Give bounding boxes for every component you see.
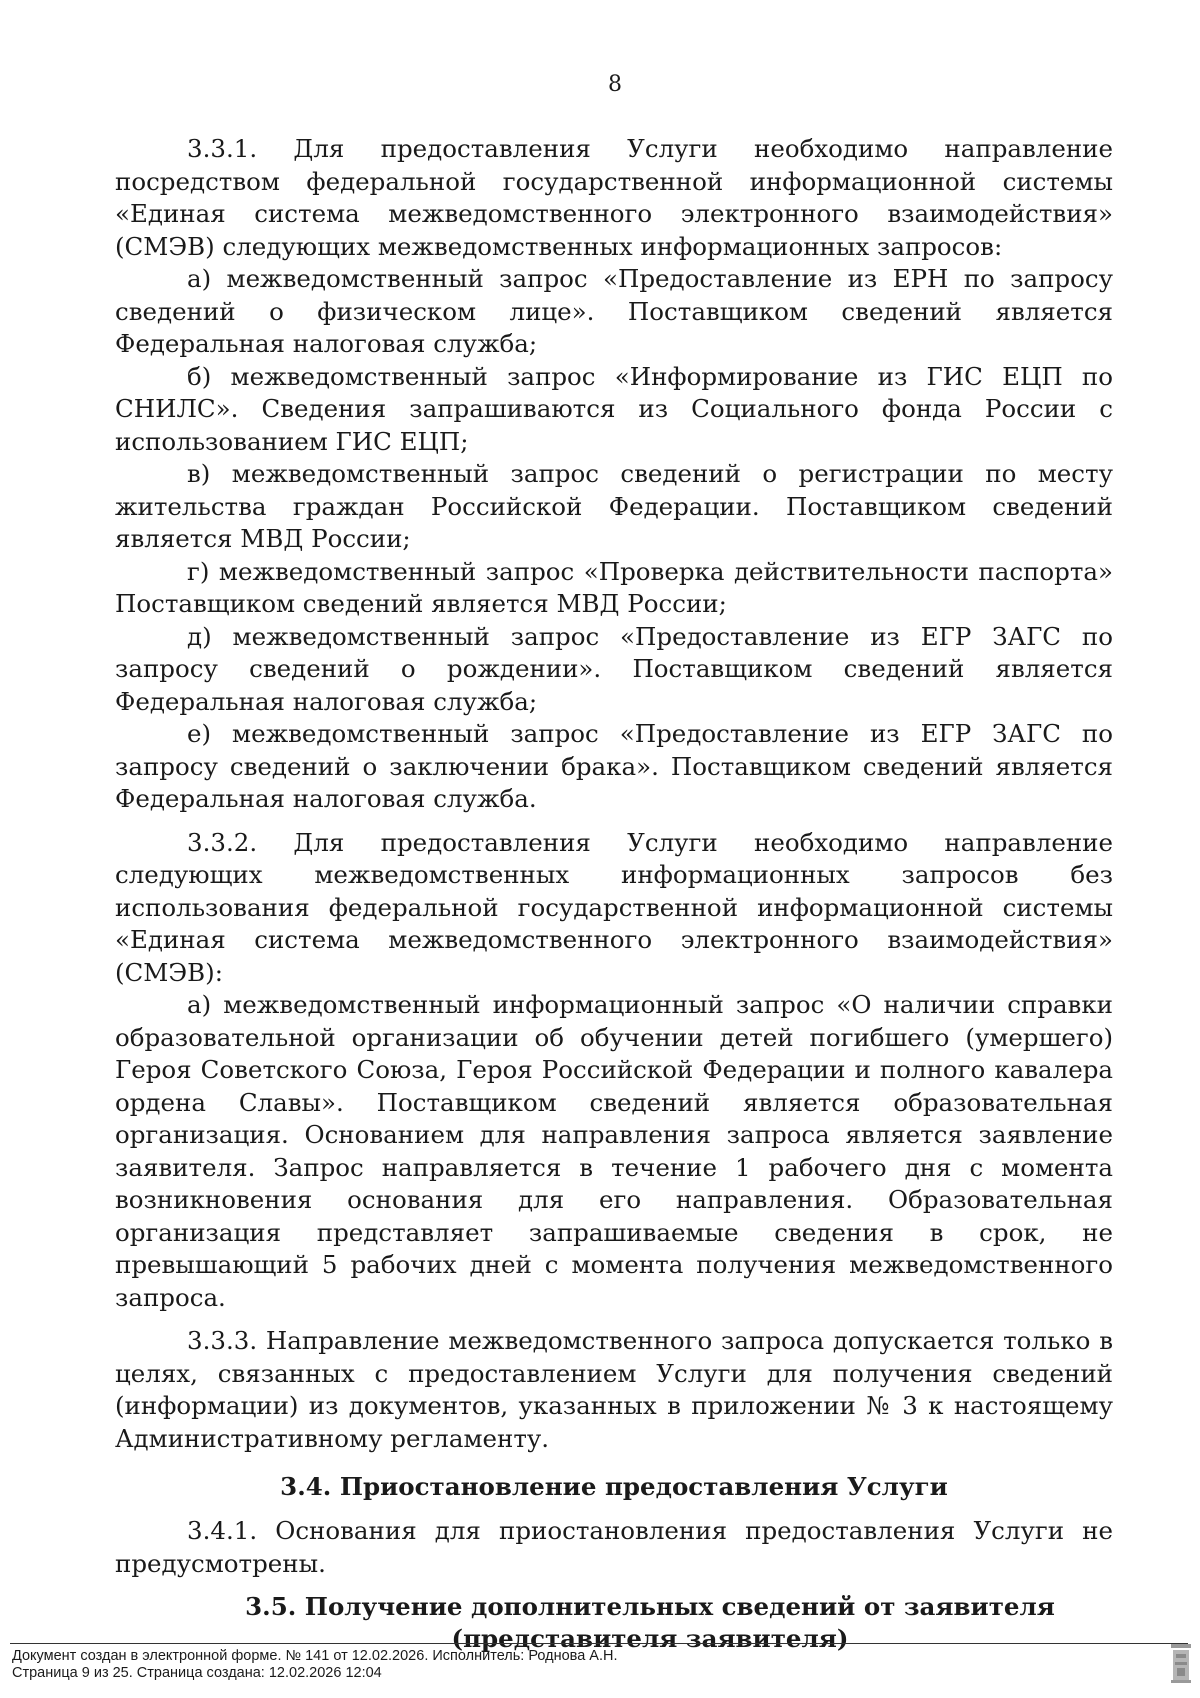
list-item-3-3-2-a: а) межведомственный информационный запрос «О наличии справки образовательной организации об обучении детей погибшего (умершего) Героя Советского Союза, Героя Российской Федерации и полного кавалера ордена Славы». Поставщиком сведений является образовательная организация. Основанием для направления запроса является заявление заявителя. Запрос направляется в течение 1 рабочего дня с момента возникновения основания для его направления. Образовательная организация представляет запрашиваемые сведения в срок, не превышающий 5 рабочих дней с момента получения межведомственного запроса. bbox=[115, 990, 1113, 1312]
paragraph-3-3-3: 3.3.3. Направление межведомственного запроса допускается только в целях, связанных с предоставлением Услуги для получения сведений (информации) из документов, указанных в приложении № 3 к настоящему Административному регламенту. bbox=[115, 1326, 1113, 1453]
footer-divider bbox=[10, 1643, 1188, 1644]
footer-page-info: Страница 9 из 25. Страница создана: 12.02.2026 12:04 bbox=[12, 1665, 382, 1681]
emblem-icon bbox=[1168, 1642, 1194, 1684]
list-item-3-3-1-b: б) межведомственный запрос «Информирование из ГИС ЕЦП по СНИЛС». Сведения запрашиваются из Социального фонда России с использованием ГИС ЕЦП; bbox=[115, 361, 1113, 456]
document-body bbox=[115, 133, 1113, 1655]
heading-3-5: 3.5. Получение дополнительных сведений от заявителя (представителя заявителя) bbox=[245, 1592, 1055, 1653]
list-item-3-3-1-d: д) межведомственный запрос «Предоставление из ЕГР ЗАГС по запросу сведений о рождении». Поставщиком сведений является Федеральная налоговая служба; bbox=[115, 621, 1113, 716]
heading-3-4: 3.4. Приостановление предоставления Услуги bbox=[280, 1472, 948, 1501]
list-item-3-3-1-e: е) межведомственный запрос «Предоставление из ЕГР ЗАГС по запросу сведений о заключении брака». Поставщиком сведений является Федеральная налоговая служба. bbox=[115, 719, 1113, 813]
paragraph-3-3-2: 3.3.2. Для предоставления Услуги необходимо направление следующих межведомственных информационных запросов без использования федеральной государственной информационной системы «Единая система межведомственного электронного взаимодействия» (СМЭВ): bbox=[115, 827, 1113, 987]
list-item-3-3-1-a: а) межведомственный запрос «Предоставление из ЕРН по запросу сведений о физическом лице». Поставщиком сведений является Федеральная налоговая служба; bbox=[115, 264, 1113, 358]
paragraph-3-3-1: 3.3.1. Для предоставления Услуги необходимо направление посредством федеральной государственной информационной системы «Единая система межведомственного электронного взаимодействия» (СМЭВ) следующих межведомственных информационных запросов: bbox=[115, 134, 1113, 261]
footer bbox=[12, 1648, 618, 1682]
page-number: 8 bbox=[608, 72, 622, 97]
list-item-3-3-1-v: в) межведомственный запрос сведений о регистрации по месту жительства граждан Российской Федерации. Поставщиком сведений является МВД России; bbox=[115, 459, 1113, 553]
paragraph-3-4-1: 3.4.1. Основания для приостановления предоставления Услуги не предусмотрены. bbox=[115, 1516, 1113, 1578]
footer-document-info: Документ создан в электронной форме. № 141 от 12.02.2026. Исполнитель: Роднова А.Н. bbox=[12, 1648, 618, 1664]
list-item-3-3-1-g: г) межведомственный запрос «Проверка действительности паспорта» Поставщиком сведений является МВД России; bbox=[115, 556, 1113, 618]
